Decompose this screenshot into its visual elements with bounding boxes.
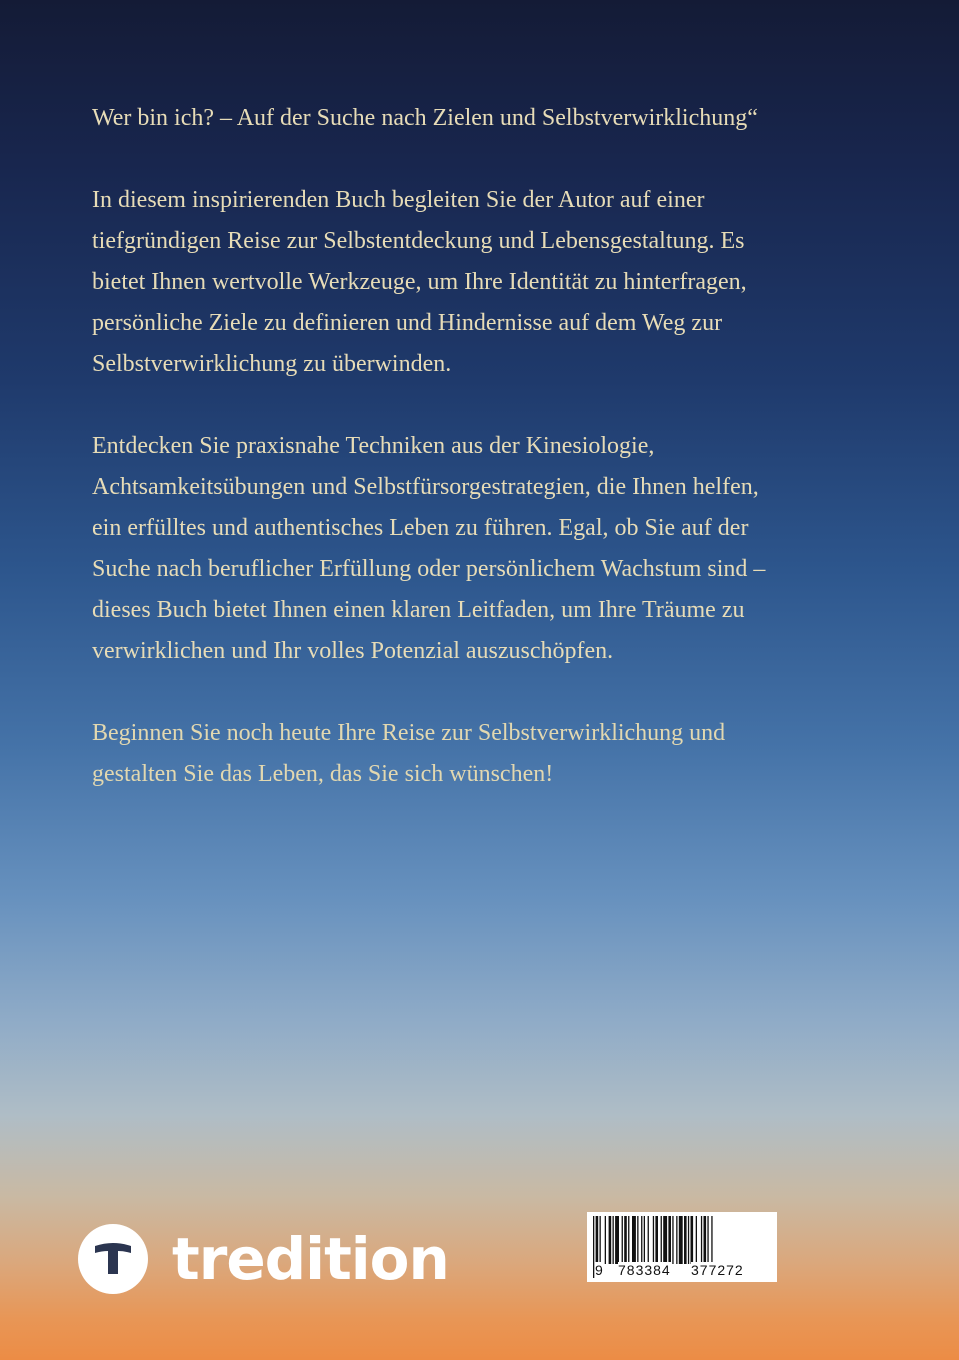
blurb (92, 98, 872, 836)
barcode-bar (628, 1216, 629, 1264)
text-line: gestalten Sie das Leben, das Sie sich wünschen! (92, 761, 554, 787)
tredition-logo-icon (78, 1224, 148, 1294)
barcode-bar (679, 1216, 683, 1264)
barcode-bar (684, 1216, 687, 1264)
publisher-name: tredition (172, 1225, 449, 1293)
barcode-bar (663, 1216, 667, 1264)
barcode-digits (587, 1262, 777, 1280)
text-line: verwirklichen und Ihr volles Potenzial auszuschöpfen. (92, 638, 614, 664)
text-line: Beginnen Sie noch heute Ihre Reise zur Selbstverwirklichung und (92, 720, 726, 746)
barcode-bar (707, 1216, 708, 1264)
barcode-digits-left: 783384 (618, 1262, 671, 1278)
barcode-bar (701, 1216, 702, 1264)
barcode-bar (688, 1216, 689, 1264)
publisher-logo (78, 1222, 449, 1296)
barcode-bar (661, 1216, 662, 1264)
barcode-bar (668, 1216, 671, 1264)
text-line: Entdecken Sie praxisnahe Techniken aus der Kinesiologie, (92, 433, 655, 459)
barcode-bar (622, 1216, 623, 1264)
barcode-bar (691, 1216, 694, 1264)
blurb-paragraph-1 (92, 180, 872, 385)
text-line: dieses Buch bietet Ihnen einen klaren Leitfaden, um Ihre Träume zu (92, 597, 745, 623)
barcode-bar (609, 1216, 612, 1264)
text-line: Selbstverwirklichung zu überwinden. (92, 351, 452, 377)
text-line: Suche nach beruflicher Erfüllung oder persönlichem Wachstum sind – (92, 556, 766, 582)
text-line: tiefgründigen Reise zur Selbstentdeckung und Lebensgestaltung. Es (92, 228, 745, 254)
barcode-bar (600, 1216, 601, 1264)
barcode-digit-first: 9 (595, 1262, 603, 1278)
text-line: In diesem inspirierenden Buch begleiten Sie der Autor auf einer (92, 187, 705, 213)
isbn-barcode (587, 1212, 777, 1282)
text-line: Achtsamkeitsübungen und Selbstfürsorgestrategien, die Ihnen helfen, (92, 474, 759, 500)
barcode-bar (632, 1216, 636, 1264)
barcode-bar (641, 1216, 642, 1264)
barcode-bar (644, 1216, 645, 1264)
barcode-digits-right: 377272 (691, 1262, 744, 1278)
barcode-bar (672, 1216, 673, 1264)
blurb-paragraph-2 (92, 426, 872, 672)
text-line: Wer bin ich? – Auf der Suche nach Zielen und Selbstverwirklichung“ (92, 105, 758, 131)
blurb-title (92, 98, 872, 139)
text-line: bietet Ihnen wertvolle Werkzeuge, um Ihre Identität zu hinterfragen, (92, 269, 747, 295)
barcode-bar (605, 1216, 606, 1264)
blurb-paragraph-3 (92, 713, 872, 795)
barcode-bar (624, 1216, 627, 1264)
barcode-bar (648, 1216, 649, 1264)
barcode-bar (613, 1216, 614, 1264)
barcode-bar (696, 1216, 697, 1264)
barcode-bar (676, 1216, 677, 1264)
barcode-bar (637, 1216, 638, 1264)
text-line: ein erfülltes und authentisches Leben zu führen. Egal, ob Sie auf der (92, 515, 749, 541)
text-line: persönliche Ziele zu definieren und Hindernisse auf dem Weg zur (92, 310, 723, 336)
barcode-bar (615, 1216, 619, 1264)
barcode-bar (704, 1216, 707, 1264)
